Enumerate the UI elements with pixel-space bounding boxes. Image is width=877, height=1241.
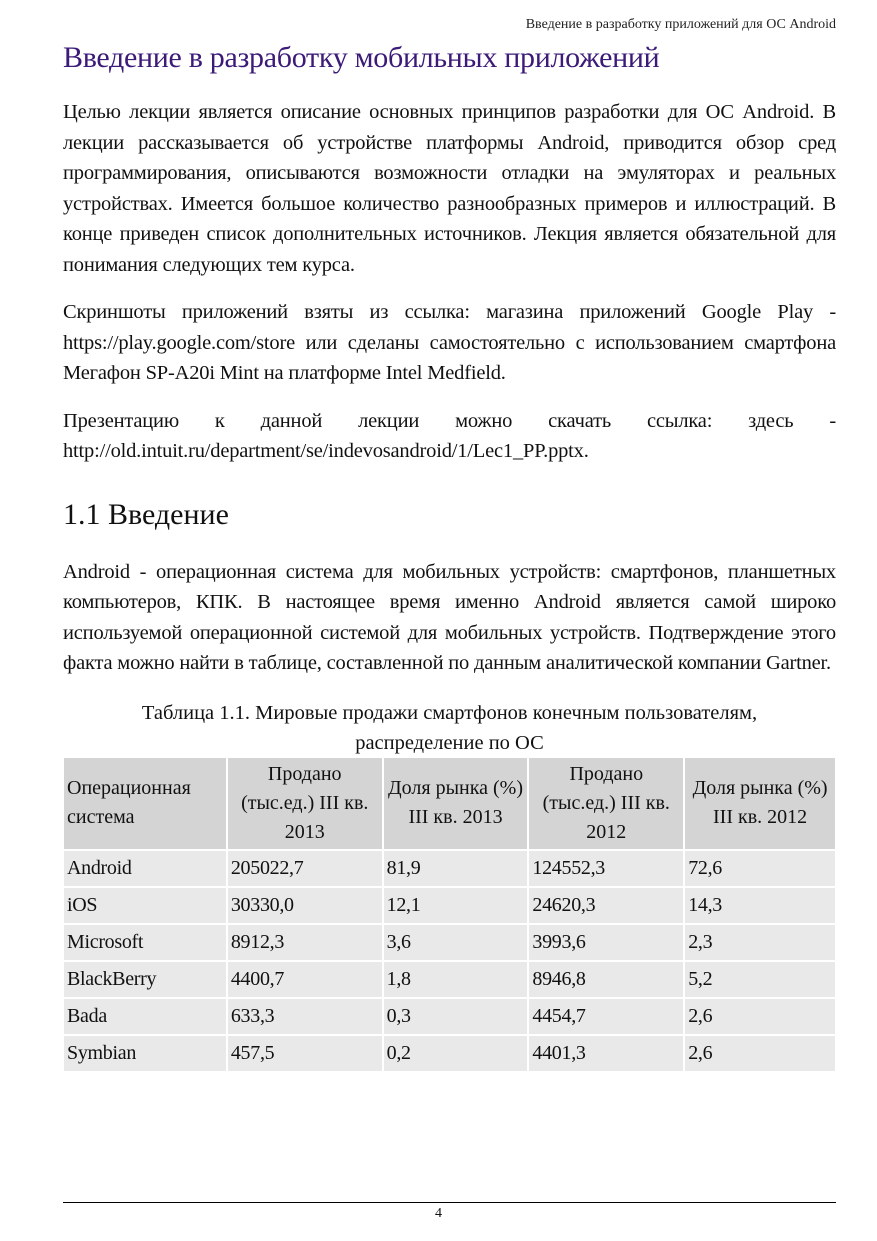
cell-sold-2013: 457,5: [228, 1036, 382, 1071]
table-row: [64, 888, 835, 923]
presentation-paragraph: Презентацию к данной лекции можно скачать ссылка: здесь - http://old.intuit.ru/department/se/indevosandroid/1/Lec1_PP.pptx.: [63, 409, 836, 462]
sales-table: [62, 756, 837, 1073]
cell-os: Android: [64, 851, 226, 886]
table-header-row: [64, 758, 835, 849]
section-paragraph: Android - операционная система для мобильных устройств: смартфонов, планшетных компьютеров, КПК. В настоящее время именно Android является самой широко используемой операционной системой для мобильных устройств. Подтверждение этого факта можно найти в таблице, составленной по данным аналитической компании Gartner.: [63, 560, 836, 674]
table-row: [64, 925, 835, 960]
cell-os: Microsoft: [64, 925, 226, 960]
cell-sold-2012: 8946,8: [529, 962, 683, 997]
header-os: Операционная система: [64, 758, 226, 849]
cell-sold-2013: 4400,7: [228, 962, 382, 997]
cell-sold-2012: 24620,3: [529, 888, 683, 923]
page-content: [63, 38, 836, 1073]
cell-share-2013: 3,6: [384, 925, 528, 960]
table-row: [64, 999, 835, 1034]
cell-os: Bada: [64, 999, 226, 1034]
cell-os: Symbian: [64, 1036, 226, 1071]
cell-sold-2012: 124552,3: [529, 851, 683, 886]
screenshots-paragraph: Скриншоты приложений взяты из ссылка: магазина приложений Google Play - https://play.google.com/store или сделаны самостоятельно с использованием смартфона Мегафон SP-A20i Mint на платформе Intel Medfield.: [63, 301, 836, 384]
cell-share-2013: 1,8: [384, 962, 528, 997]
table-caption: [63, 698, 836, 758]
cell-share-2012: 2,6: [685, 1036, 835, 1071]
intro-paragraph: Целью лекции является описание основных принципов разработки для ОС Android. В лекции рассказывается об устройстве платформы Android, приводится обзор сред программирования, описываются возможности отладки на эмуляторах и реальных устройствах. Имеется большое количество разнообразных примеров и иллюстраций. В конце приведен список дополнительных источников. Лекция является обязательной для понимания следующих тем курса.: [63, 101, 836, 276]
page-title: Введение в разработку мобильных приложений: [63, 41, 660, 74]
footer-rule: [63, 1202, 836, 1203]
cell-share-2013: 81,9: [384, 851, 528, 886]
section-heading: 1.1 Введение: [63, 497, 229, 531]
cell-sold-2013: 205022,7: [228, 851, 382, 886]
header-share-2012: Доля рынка (%) III кв. 2012: [685, 758, 835, 849]
cell-os: BlackBerry: [64, 962, 226, 997]
table-row: [64, 851, 835, 886]
cell-share-2012: 2,3: [685, 925, 835, 960]
running-header: Введение в разработку приложений для ОС Android: [525, 17, 836, 32]
table-row: [64, 962, 835, 997]
header-share-2013: Доля рынка (%) III кв. 2013: [384, 758, 528, 849]
cell-sold-2012: 4401,3: [529, 1036, 683, 1071]
table-caption-line-2: распределение по ОС: [355, 731, 544, 754]
header-sold-2013: Продано (тыс.ед.) III кв. 2013: [228, 758, 382, 849]
cell-share-2012: 5,2: [685, 962, 835, 997]
cell-os: iOS: [64, 888, 226, 923]
cell-sold-2013: 8912,3: [228, 925, 382, 960]
header-sold-2012: Продано (тыс.ед.) III кв. 2012: [529, 758, 683, 849]
cell-share-2013: 0,3: [384, 999, 528, 1034]
page-number: 4: [435, 1206, 442, 1221]
cell-sold-2012: 3993,6: [529, 925, 683, 960]
cell-sold-2012: 4454,7: [529, 999, 683, 1034]
cell-share-2013: 12,1: [384, 888, 528, 923]
cell-share-2012: 72,6: [685, 851, 835, 886]
cell-sold-2013: 30330,0: [228, 888, 382, 923]
cell-share-2012: 2,6: [685, 999, 835, 1034]
cell-share-2013: 0,2: [384, 1036, 528, 1071]
cell-sold-2013: 633,3: [228, 999, 382, 1034]
table-caption-line-1: Таблица 1.1. Мировые продажи смартфонов конечным пользователям,: [141, 701, 758, 724]
table-row: [64, 1036, 835, 1071]
cell-share-2012: 14,3: [685, 888, 835, 923]
